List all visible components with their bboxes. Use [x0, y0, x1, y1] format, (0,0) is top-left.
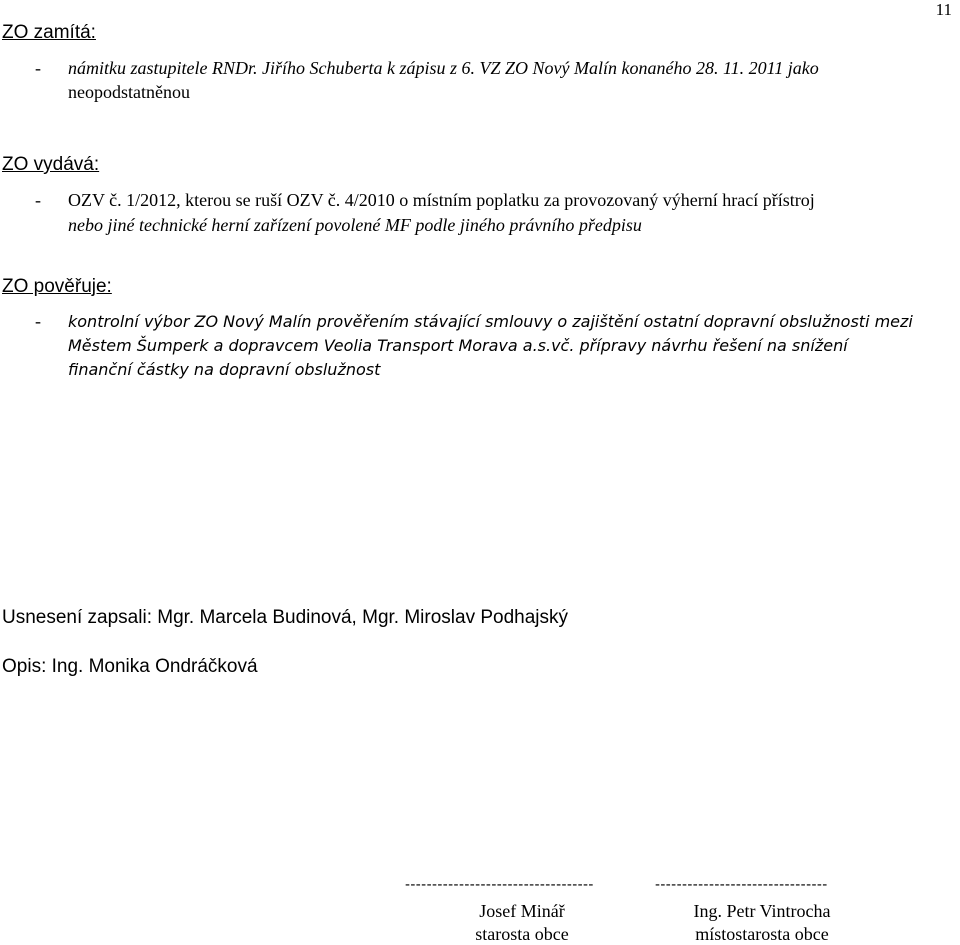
- signature-role-right: místostarosta obce: [695, 924, 829, 944]
- signature-name-left: Josef Minář: [479, 901, 565, 921]
- page-number: 11: [935, 0, 952, 19]
- dash-poveruje: -: [35, 311, 41, 331]
- poveruje-line-1: kontrolní výbor ZO Nový Malín prověřením stávající smlouvy o zajištění ostatní dopravní obslužnosti mezi: [68, 312, 913, 331]
- poveruje-line-2: Městem Šumperk a dopravcem Veolia Transport Morava a.s.vč. přípravy návrhu řešení na snížení: [68, 336, 848, 355]
- vydava-line-2: nebo jiné technické herní zařízení povolené MF podle jiného právního předpisu: [68, 215, 642, 235]
- signature-name-right: Ing. Petr Vintrocha: [693, 901, 831, 921]
- signature-line-left: -----------------------------------: [405, 876, 594, 893]
- vydava-line-1: OZV č. 1/2012, kterou se ruší OZV č. 4/2010 o místním poplatku za provozovaný výherní hrací přístroj: [68, 190, 815, 210]
- dash-zamita: -: [35, 58, 41, 78]
- zamita-line-2: neopodstatněnou: [68, 82, 190, 102]
- zapsali-text: Usnesení zapsali: Mgr. Marcela Budinová, Mgr. Miroslav Podhajský: [2, 607, 569, 628]
- heading-zamita: ZO zamítá:: [2, 22, 96, 43]
- poveruje-line-3: finanční částky na dopravní obslužnost: [68, 360, 381, 379]
- signature-line-right: --------------------------------: [655, 876, 828, 893]
- signature-role-left: starosta obce: [475, 924, 569, 944]
- heading-poveruje: ZO pověřuje:: [2, 276, 112, 297]
- dash-vydava: -: [35, 190, 41, 210]
- opis-text: Opis: Ing. Monika Ondráčková: [2, 656, 258, 677]
- heading-vydava: ZO vydává:: [2, 154, 100, 175]
- zamita-line-1: námitku zastupitele RNDr. Jiřího Schuberta k zápisu z 6. VZ ZO Nový Malín konaného 28. 11. 2011 jako: [68, 58, 819, 78]
